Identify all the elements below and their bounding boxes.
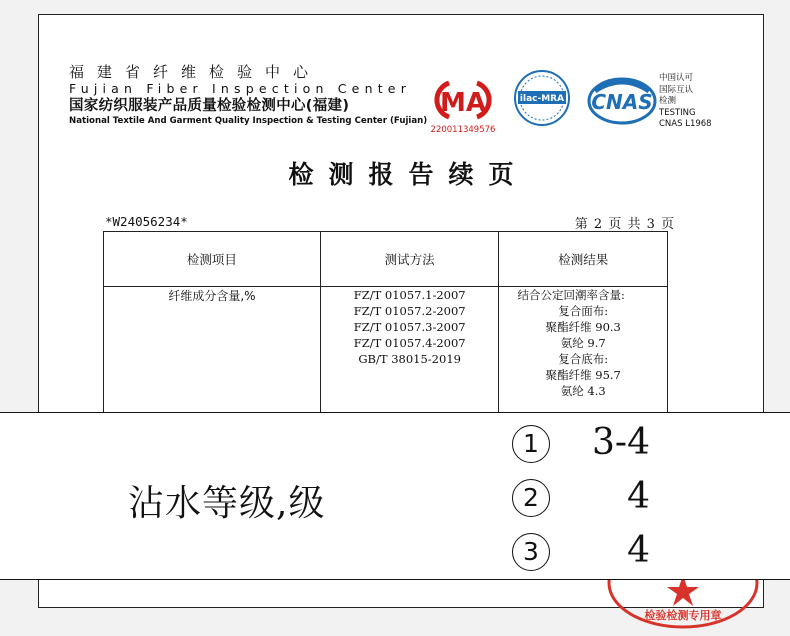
- national-center-cn: 国家纺织服装产品质量检验检测中心(福建): [69, 98, 350, 114]
- method-line: FZ/T 01057.1-2007: [353, 288, 466, 302]
- cnas-logo: [587, 75, 657, 127]
- grade-index-circle: 2: [512, 479, 550, 517]
- national-center-en: National Textile And Garment Quality Inspection & Testing Center (Fujian): [69, 116, 428, 126]
- stamp-icon: [605, 571, 765, 631]
- inspection-stamp: [605, 571, 765, 631]
- ilac-mra-logo: [513, 69, 571, 127]
- grade-row-2: [512, 475, 672, 525]
- organization-header: [69, 63, 428, 127]
- cnas-line: TESTING: [659, 107, 696, 118]
- water-rating-overlay: [0, 412, 790, 580]
- method-line: FZ/T 01057.4-2007: [353, 336, 466, 350]
- header-method: 测试方法: [320, 232, 499, 287]
- cnas-line: CNAS L1968: [659, 119, 712, 129]
- grade-index-circle: 3: [512, 533, 550, 571]
- page-number: 第 2 页 共 3 页: [574, 217, 675, 232]
- ma-logo-icon: [427, 77, 499, 123]
- svg-text:ilac-MRA: ilac-MRA: [519, 94, 565, 104]
- cnas-caption: [659, 73, 712, 131]
- report-title: 检测报告续页: [288, 160, 529, 189]
- svg-text:MA: MA: [440, 88, 486, 118]
- result-line: 复合底布:: [558, 352, 609, 366]
- grade-row-1: [512, 421, 672, 471]
- method-line: GB/T 38015-2019: [358, 352, 461, 366]
- method-line: FZ/T 01057.3-2007: [353, 320, 466, 334]
- ma-logo: [423, 77, 503, 135]
- result-line: 聚酯纤维 90.3: [545, 320, 621, 334]
- org-name-cn: 福建省纤维检验中心: [69, 63, 322, 81]
- water-rating-label: 沾水等级,级: [128, 483, 326, 524]
- report-id: *W24056234*: [105, 214, 188, 229]
- result-line: 复合面布:: [558, 304, 609, 318]
- svg-text:CNAS: CNAS: [591, 90, 653, 114]
- svg-text:检验检测专用章: 检验检测专用章: [644, 609, 722, 622]
- header-result: 检测结果: [499, 232, 668, 287]
- grade-value: 4: [627, 476, 650, 517]
- grade-value: 3-4: [592, 422, 650, 463]
- result-line: 结合公定回潮率含量:: [517, 288, 625, 302]
- cnas-line: 中国认可: [659, 73, 694, 83]
- grade-value: 4: [627, 530, 650, 571]
- method-line: FZ/T 01057.2-2007: [353, 304, 466, 318]
- cnas-line: 国际互认: [659, 84, 694, 95]
- item-cell: 纤维成分含量,%: [104, 287, 321, 498]
- cnas-line: 检测: [659, 96, 677, 106]
- result-line: 氨纶 9.7: [560, 336, 606, 350]
- org-name-en: Fujian Fiber Inspection Center: [69, 81, 412, 96]
- grade-row-3: [512, 529, 672, 579]
- ilac-mra-icon: [513, 69, 571, 127]
- table-header-row: [104, 232, 668, 287]
- ma-code: 220011349576: [430, 125, 496, 135]
- grade-index-circle: 1: [512, 425, 550, 463]
- result-line: 氨纶 4.3: [560, 384, 606, 398]
- cnas-icon: [587, 75, 657, 127]
- result-line: 聚酯纤维 95.7: [545, 368, 621, 382]
- header-item: 检测项目: [104, 232, 321, 287]
